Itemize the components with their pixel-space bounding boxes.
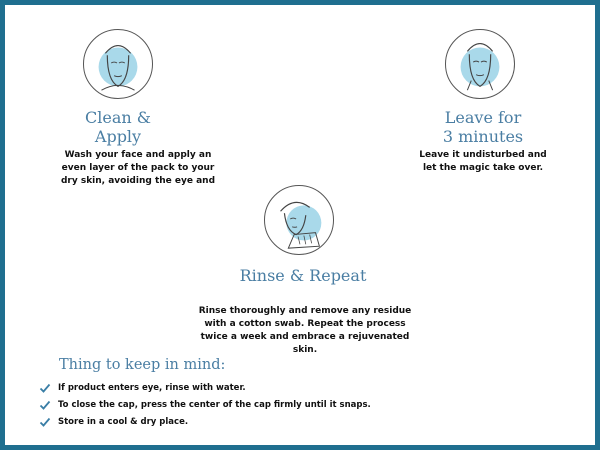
face-waiting-icon bbox=[445, 29, 515, 99]
step-description: Rinse thoroughly and remove any residue with a cotton swab. Repeat the process twice a week and embrace a rejuvenated skin. bbox=[198, 306, 412, 355]
checkmark-icon bbox=[39, 399, 51, 411]
step-description: Wash your face and apply an even layer of the pack to your dry skin, avoiding the eye and bbox=[60, 150, 216, 186]
checkmark-icon bbox=[39, 416, 51, 428]
tip-text: Store in a cool & dry place. bbox=[58, 417, 189, 427]
step-title: Clean & Apply bbox=[85, 108, 151, 146]
step-description: Leave it undisturbed and let the magic take over. bbox=[419, 150, 547, 173]
tip-text: If product enters eye, rinse with water. bbox=[58, 383, 246, 393]
tip-text: To close the cap, press the center of the cap firmly until it snaps. bbox=[58, 400, 371, 410]
keep-in-mind-heading: Thing to keep in mind: bbox=[59, 357, 226, 373]
face-mask-icon bbox=[83, 29, 153, 99]
rinse-towel-icon bbox=[264, 185, 334, 255]
step-title: Leave for 3 minutes bbox=[442, 108, 524, 146]
step-title: Rinse & Repeat bbox=[239, 266, 367, 285]
checkmark-icon bbox=[39, 382, 51, 394]
